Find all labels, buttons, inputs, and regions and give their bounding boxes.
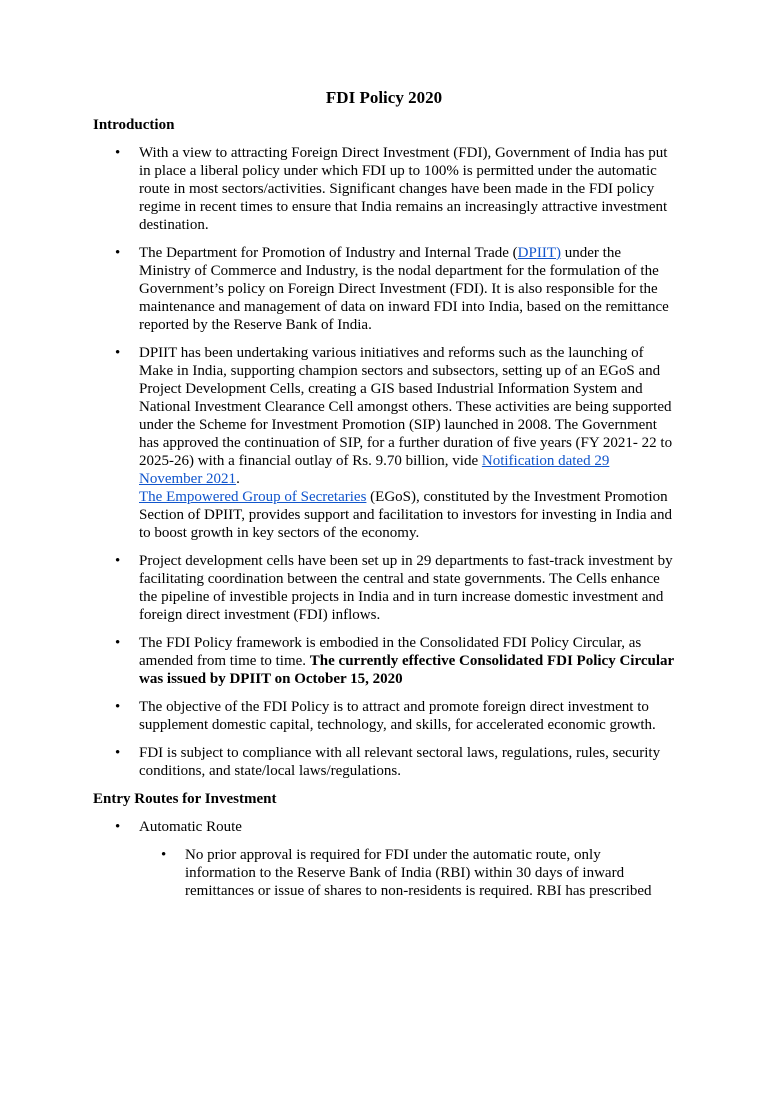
introduction-list [93, 144, 675, 780]
list-item [93, 244, 675, 334]
bullet-text: The Department for Promotion of Industry and Internal Trade ( [139, 245, 518, 261]
bullet-text: Automatic Route [139, 819, 242, 835]
document-page [0, 87, 768, 1111]
list-item [139, 846, 675, 900]
bullet-text: The FDI Policy framework is embodied in the Consolidated FDI Policy Circular, as amended from time to time. [139, 635, 642, 669]
bullet-text: Project development cells have been set up in 29 departments to fast-track investment by facilitating coordination between the central and state governments. The Cells enhance the pipeline of investible projects in India and in turn increase domestic investment and foreign direct investment (FDI) inflows. [139, 553, 673, 623]
empowered-group-link[interactable]: The Empowered Group of Secretaries [139, 489, 367, 505]
bullet-text: (EGoS), constituted by the Investment Promotion Section of DPIIT, provides support and facilitation to investors for investing in India and to boost growth in key sectors of the economy. [139, 489, 672, 541]
list-item [93, 634, 675, 688]
document-title: FDI Policy 2020 [325, 88, 443, 107]
list-item [93, 144, 675, 234]
bullet-icon: • [115, 345, 121, 361]
bullet-text: The objective of the FDI Policy is to attract and promote foreign direct investment to supplement domestic capital, technology, and skills, for accelerated economic growth. [139, 699, 656, 733]
bullet-icon: • [115, 245, 121, 261]
bullet-text: No prior approval is required for FDI under the automatic route, only information to the Reserve Bank of India (RBI) within 30 days of inward remittances or issue of shares to non-residents is required. RBI has prescribed [185, 847, 652, 899]
entry-routes-heading: Entry Routes for Investment [93, 791, 277, 807]
bullet-icon: • [115, 745, 121, 761]
bullet-text: DPIIT has been undertaking various initiatives and reforms such as the launching of Make in India, supporting champion sectors and subsectors, setting up of an EGoS and Project Development Cells, creating a GIS based Industrial Information System and National Investment Clearance Cell amongst others. These activities are being supported under the Scheme for Investment Promotion (SIP) launched in 2008. The Government has approved the continuation of SIP, for a further duration of five years (FY 2021- 22 to 2025-26) with a financial outlay of Rs. 9.70 billion, vide [139, 345, 673, 469]
bullet-text: under the Ministry of Commerce and Industry, is the nodal department for the formulation of the Government’s policy on Foreign Direct Investment (FDI). It is also responsible for the maintenance and management of data on inward FDI into India, based on the remittance reported by the Reserve Bank of India. [139, 245, 669, 333]
automatic-route-sublist [139, 846, 675, 900]
introduction-heading: Introduction [93, 117, 175, 133]
list-item [93, 698, 675, 734]
list-item [93, 552, 675, 624]
bullet-icon: • [115, 145, 121, 161]
bullet-bold-text: The currently effective Consolidated FDI Policy Circular was issued by DPIIT on October 15, 2020 [139, 653, 674, 687]
dpiit-link[interactable]: DPIIT) [517, 245, 561, 261]
bullet-text: FDI is subject to compliance with all relevant sectoral laws, regulations, rules, security conditions, and state/local laws/regulations. [139, 745, 661, 779]
list-item [93, 744, 675, 780]
list-item [93, 344, 675, 542]
bullet-icon: • [115, 553, 121, 569]
entry-routes-list [93, 818, 675, 900]
bullet-text: With a view to attracting Foreign Direct Investment (FDI), Government of India has put in place a liberal policy under which FDI up to 100% is permitted under the automatic route in most sectors/activities. Significant changes have been made in the FDI policy regime in recent times to ensure that India remains an increasingly attractive investment destination. [139, 145, 668, 233]
bullet-icon: • [161, 847, 167, 863]
list-item [93, 818, 675, 900]
notification-link[interactable]: Notification dated 29 November 2021 [139, 453, 610, 487]
bullet-text: . [236, 471, 240, 487]
bullet-icon: • [115, 635, 121, 651]
bullet-icon: • [115, 819, 121, 835]
bullet-icon: • [115, 699, 121, 715]
